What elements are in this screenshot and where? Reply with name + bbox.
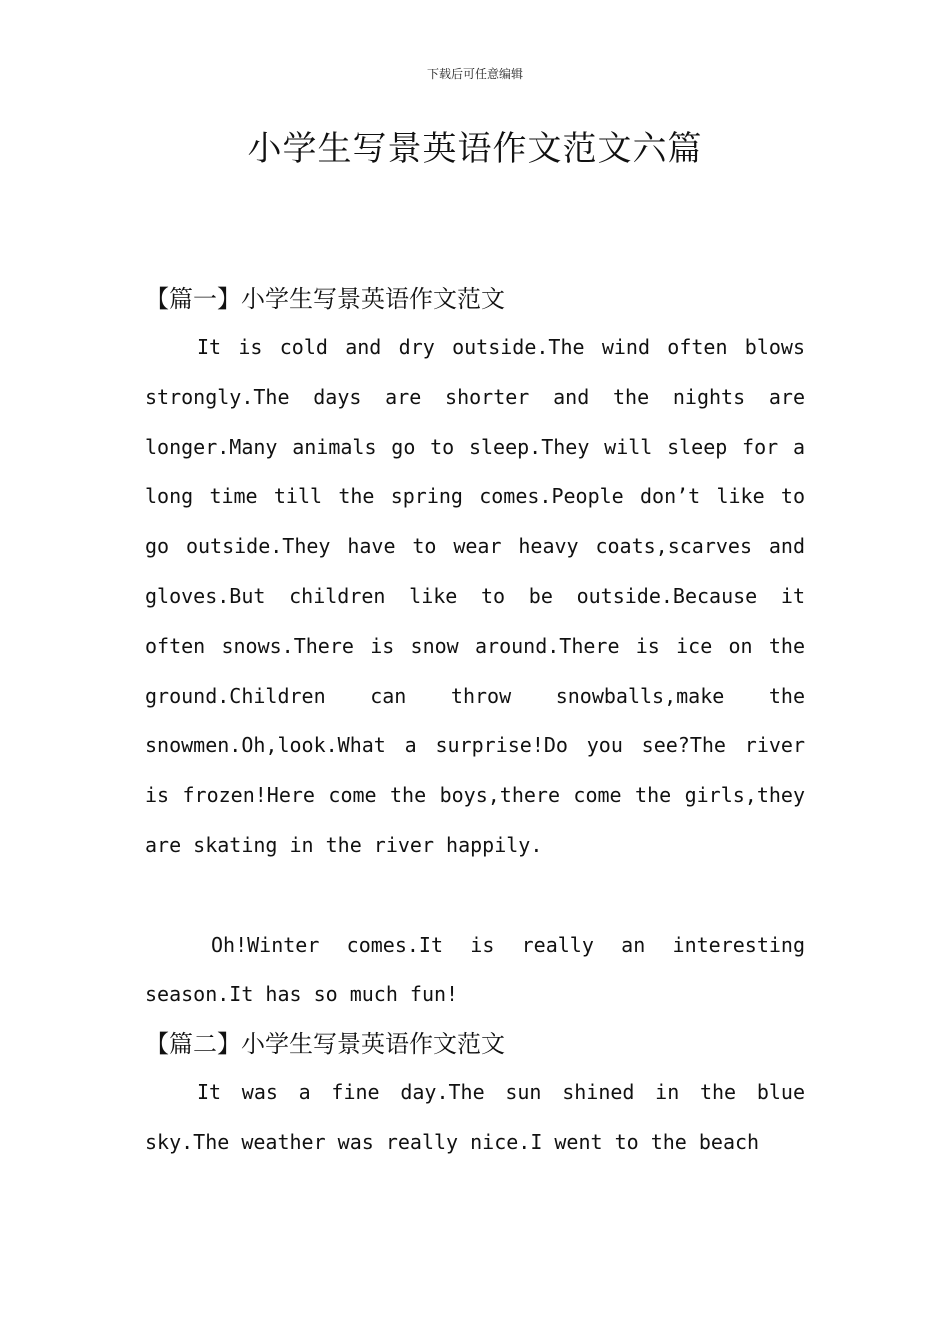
document-body [145, 275, 805, 1168]
section-2-heading: 【篇二】小学生写景英语作文范文 [145, 1030, 505, 1059]
section-2-paragraph-1: It was a fine day.The sun shined in the blue sky.The weather was really nice.I went to the beach [145, 1080, 805, 1154]
section-1-paragraph-1: It is cold and dry outside.The wind often blows strongly.The days are shorter and the nights are longer.Many animals go to sleep.They will sleep for a long time till the spring comes.People don’t like to go outside.They have to wear heavy coats,scarves and gloves.But children like to be outside.Because it often snows.There is snow around.There is ice on the ground.Children can throw snowballs,make the snowmen.Oh,look.What a surprise!Do you see?The river is frozen!Here come the boys,there come the girls,they are skating in the river happily. [145, 335, 805, 857]
section-1-paragraph-2: Oh!Winter comes.It is really an interesting season.It has so much fun! [145, 932, 805, 1007]
paragraph-gap [145, 871, 805, 921]
document-title: 小学生写景英语作文范文六篇 [247, 129, 703, 169]
section-1-heading: 【篇一】小学生写景英语作文范文 [145, 285, 505, 313]
header-note: 下载后可任意编辑 [426, 67, 523, 81]
